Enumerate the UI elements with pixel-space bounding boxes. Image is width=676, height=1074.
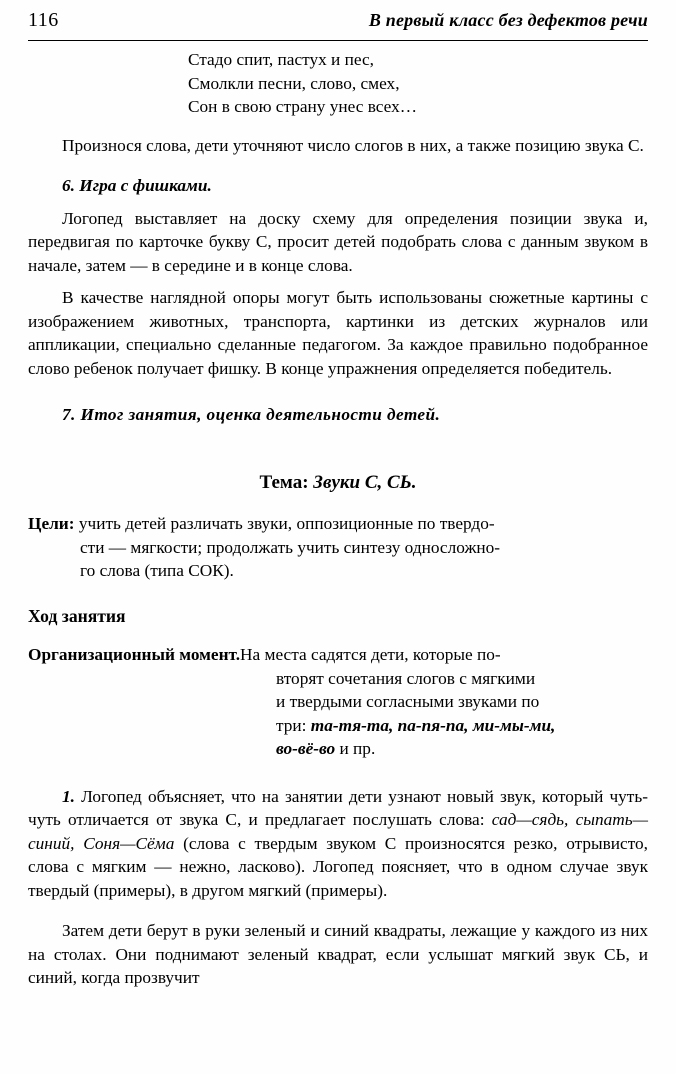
organizational-moment-line-3: и твердыми согласными звуками по <box>276 692 540 711</box>
page-number: 116 <box>28 9 59 31</box>
header-divider <box>28 40 648 41</box>
step-number-1: 1. <box>62 786 75 806</box>
subheading-item-7: 7. Итог занятия, оценка деятельности детей. <box>62 405 441 424</box>
running-head: В первый класс без дефектов речи <box>368 10 648 30</box>
organizational-moment-label: Организационный момент. <box>28 645 241 664</box>
syllables-prefix: три: <box>276 715 311 735</box>
syllable-examples-2: во-вё-во <box>276 739 336 758</box>
goals-line-2: сти — мягкости; продолжать учить синтезу односложно- <box>80 537 501 557</box>
paragraph-item6-2: В качестве наглядной опоры могут быть использованы сюжетные картины с изображением животных, транспорта, картинки из детских журналов или аппликации, специально сделанные педагогом. За каждое правильно подобранное слово ребенок получает фишку. В конце упражнения определяется победитель. <box>28 288 648 378</box>
syllables-suffix: и пр. <box>335 739 376 758</box>
lesson-goals <box>28 512 648 583</box>
page-body <box>28 48 648 990</box>
verse-line: Сон в свою страну унес всех… <box>188 97 418 116</box>
goals-line-1: учить детей различать звуки, оппозиционные по твердо- <box>78 514 495 533</box>
syllable-examples-1: та-тя-та, па-пя-па, ми-мы-ми, <box>310 715 556 735</box>
paragraph-step-2: Затем дети берут в руки зеленый и синий квадраты, лежащие у каждого из них на столах. Они поднимают зеленый квадрат, если услышат мягкий звук СЬ, и синий, когда прозвучит <box>28 921 648 988</box>
section-heading-hod: Ход занятия <box>28 605 126 626</box>
subheading-item-6: 6. Игра с фишками. <box>62 176 212 195</box>
paragraph-step-1 <box>28 785 648 903</box>
paragraph-after-verse: Произнося слова, дети уточняют число слогов в них, а также позицию звука С. <box>62 135 644 155</box>
theme-label: Тема: <box>259 471 309 493</box>
verse-block <box>188 48 648 119</box>
step-1-text-b: (слова с твердым звуком С произносятся резко, отрывисто, слова с мягким — нежно, ласково). Логопед поясняет, что в одном случае звук твердый (примеры), в другом мягкий (примеры). <box>28 833 648 900</box>
step-1-text-a: Логопед объясняет, что на занятии дети узнают новый звук, который чуть-чуть отличается от звука С, и предлагает послушать слова: <box>28 786 648 829</box>
lesson-theme <box>28 471 648 495</box>
theme-value: Звуки С, СЬ. <box>313 471 417 493</box>
goals-label: Цели: <box>28 514 75 533</box>
word-pair-examples: сад—сядь, сыпать—синий, Соня—Сёма <box>28 810 648 853</box>
verse-line: Стадо спит, пастух и пес, <box>188 50 374 69</box>
organizational-moment-block <box>28 643 648 761</box>
organizational-moment-line-1: На места садятся дети, которые по- <box>240 645 501 664</box>
paragraph-item6-1: Логопед выставляет на доску схему для определения позиции звука и, передвигая по карточке букву С, просит детей подобрать слова с данным звуком в начале, затем — в середине и в конце слова. <box>28 208 648 275</box>
verse-line: Смолкли песни, слово, смех, <box>188 73 400 93</box>
organizational-moment-line-2: вторят сочетания слогов с мягкими <box>276 668 536 688</box>
organizational-moment-line-5 <box>28 737 648 761</box>
organizational-moment-line-4 <box>28 714 648 738</box>
goals-line-3: го слова (типа СОК). <box>80 561 234 580</box>
page-header <box>28 10 648 44</box>
